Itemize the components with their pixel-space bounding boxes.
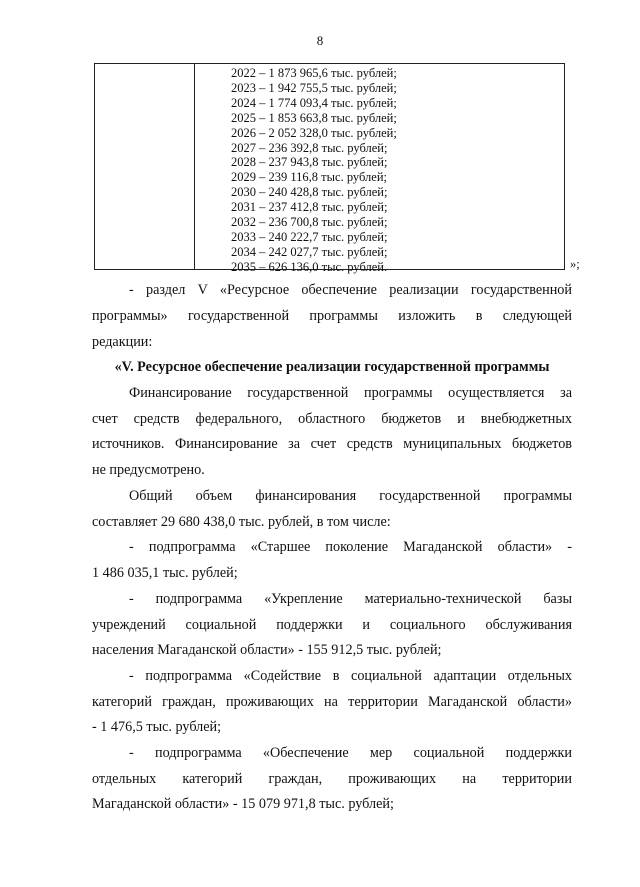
table-closing-quote: »; <box>570 257 580 271</box>
funding-year-line: 2035 – 626 136,0 тыс. рублей. <box>231 259 388 274</box>
paragraph-line: Общий объем финансирования государственной программы <box>129 488 572 504</box>
funding-year-line: 2023 – 1 942 755,5 тыс. рублей; <box>231 80 397 95</box>
funding-year-line: 2034 – 242 027,7 тыс. рублей; <box>231 244 388 259</box>
funding-table <box>94 63 565 274</box>
funding-year-line: 2022 – 1 873 965,6 тыс. рублей; <box>231 66 397 80</box>
paragraph-line: - подпрограмма «Старшее поколение Магаданской области» - <box>129 539 572 555</box>
paragraph-line: - 1 476,5 тыс. рублей; <box>92 719 222 735</box>
funding-years-list <box>231 66 397 275</box>
funding-year-line: 2026 – 2 052 328,0 тыс. рублей; <box>231 125 397 140</box>
paragraph-line: - подпрограмма «Обеспечение мер социальной поддержки <box>129 745 572 761</box>
funding-year-line: 2032 – 236 700,8 тыс. рублей; <box>231 215 388 230</box>
funding-year-line: 2031 – 237 412,8 тыс. рублей; <box>231 200 388 215</box>
funding-year-line: 2029 – 239 116,8 тыс. рублей; <box>231 170 387 185</box>
section-heading: «V. Ресурсное обеспечение реализации государственной программы <box>114 359 550 375</box>
paragraph-line: составляет 29 680 438,0 тыс. рублей, в том числе: <box>92 514 391 530</box>
funding-year-line: 2024 – 1 774 093,4 тыс. рублей; <box>231 95 397 110</box>
paragraph-line: - подпрограмма «Содействие в социальной адаптации отдельных <box>129 668 572 684</box>
funding-year-line: 2028 – 237 943,8 тыс. рублей; <box>231 155 388 170</box>
paragraph-line: Финансирование государственной программы осуществляется за <box>129 385 572 401</box>
paragraph-line: категорий граждан, проживающих на территории Магаданской области» <box>92 694 572 710</box>
paragraph-line: счет средств федерального, областного бюджетов и внебюджетных <box>92 411 572 427</box>
funding-year-line: 2033 – 240 222,7 тыс. рублей; <box>231 229 388 244</box>
paragraph-line: редакции: <box>92 334 153 350</box>
paragraph-line: не предусмотрено. <box>92 462 205 478</box>
funding-year-line: 2030 – 240 428,8 тыс. рублей; <box>231 185 388 200</box>
paragraph-line: отдельных категорий граждан, проживающих на территории <box>92 771 572 787</box>
paragraph-line: Магаданской области» - 15 079 971,8 тыс. рублей; <box>92 796 394 812</box>
paragraph-line: 1 486 035,1 тыс. рублей; <box>92 565 238 581</box>
paragraph-line: программы» государственной программы изложить в следующей <box>92 308 572 324</box>
paragraph-line: населения Магаданской области» - 155 912,5 тыс. рублей; <box>92 642 442 658</box>
page-number: 8 <box>316 33 324 48</box>
funding-year-line: 2025 – 1 853 663,8 тыс. рублей; <box>231 110 397 125</box>
paragraph-line: источников. Финансирование за счет средств муниципальных бюджетов <box>92 436 572 452</box>
funding-year-line: 2027 – 236 392,8 тыс. рублей; <box>231 140 388 155</box>
paragraph-line: - подпрограмма «Укрепление материально-технической базы <box>129 591 572 607</box>
paragraph-line: учреждений социальной поддержки и социального обслуживания <box>92 617 572 633</box>
paragraph-line: - раздел V «Ресурсное обеспечение реализации государственной <box>129 282 572 298</box>
table-column-divider <box>194 64 195 269</box>
